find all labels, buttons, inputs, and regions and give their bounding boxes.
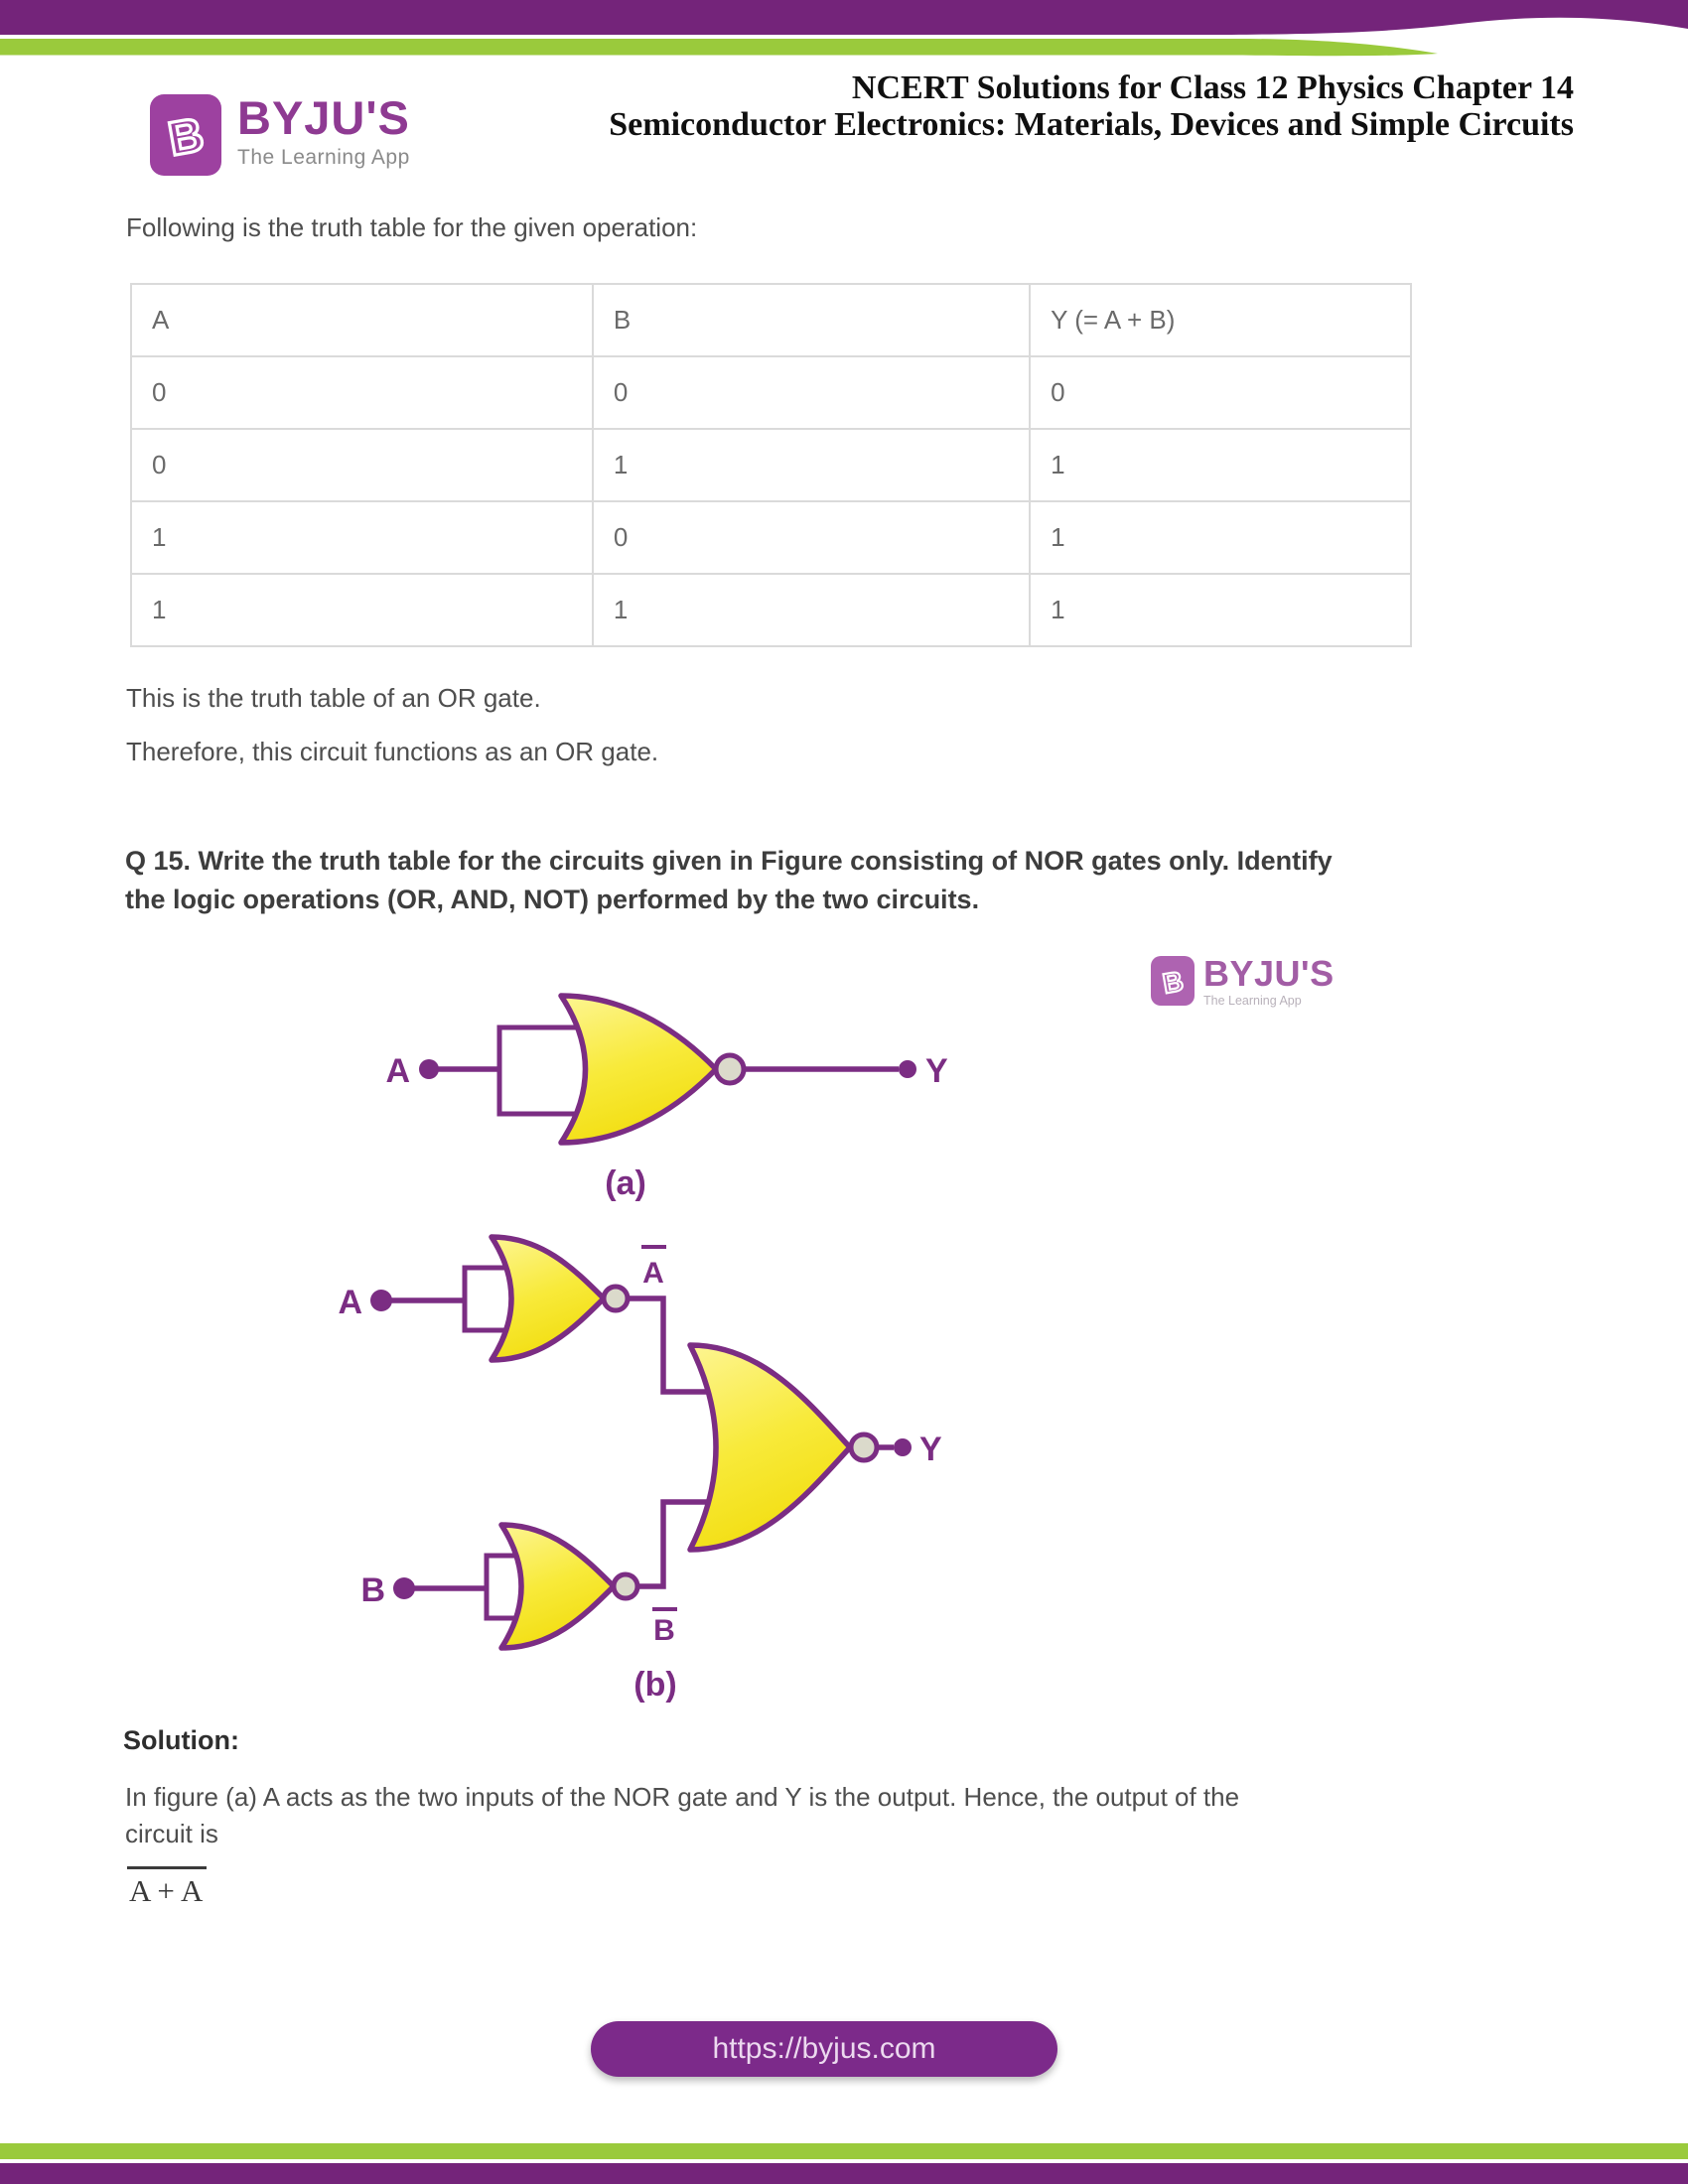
- question-15: [125, 842, 1333, 919]
- green-bar: [0, 39, 1438, 56]
- input-terminal-dot: [393, 1577, 415, 1599]
- caption-a: (a): [605, 1164, 646, 1202]
- svg-text:B: B: [164, 108, 209, 167]
- input-a-label: A: [385, 1052, 410, 1090]
- nor-circuits-figure: [278, 953, 973, 1727]
- byjus-link-button[interactable]: [591, 2021, 1057, 2077]
- byjus-link-label: https://byjus.com: [712, 2032, 936, 2065]
- title-line-2: Semiconductor Electronics: Materials, Devices and Simple Circuits: [609, 106, 1574, 143]
- input-terminal-dot: [419, 1059, 439, 1079]
- truth-table: [130, 283, 1412, 647]
- table-row: [131, 574, 1411, 646]
- or-gate-note: This is the truth table of an OR gate.: [126, 683, 541, 713]
- not-a-label: A: [642, 1257, 664, 1290]
- cell: 1: [1030, 574, 1411, 646]
- byjus-badge-icon: [1150, 955, 1196, 1007]
- inversion-bubble: [716, 1055, 744, 1083]
- cell: 1: [593, 574, 1030, 646]
- truth-table-header-row: [131, 284, 1411, 356]
- output-y-label: Y: [919, 1431, 942, 1468]
- footer-purple-bar: [0, 2163, 1688, 2184]
- byjus-badge-icon: [149, 93, 222, 177]
- solution-line-1: In figure (a) A acts as the two inputs of the NOR gate and Y is the output. Hence, the output of the: [125, 1782, 1240, 1812]
- inversion-bubble: [604, 1287, 628, 1310]
- title-line-1: NCERT Solutions for Class 12 Physics Chapter 14: [851, 69, 1574, 106]
- caption-b: (b): [633, 1666, 677, 1704]
- footer-green-bar: [0, 2143, 1688, 2159]
- input-b-label: B: [360, 1571, 385, 1609]
- cell: 0: [593, 356, 1030, 429]
- not-b-label: B: [653, 1614, 675, 1647]
- watermark-tagline: The Learning App: [1203, 994, 1302, 1008]
- cell: 1: [1030, 429, 1411, 501]
- byjus-watermark: [1150, 955, 1335, 1008]
- question-line-1: Q 15. Write the truth table for the circuits given in Figure consisting of NOR gates only. Identify: [125, 846, 1333, 876]
- nor-gate-b3: [690, 1345, 850, 1550]
- inversion-bubble: [851, 1434, 877, 1460]
- cell: 0: [593, 501, 1030, 574]
- cell: 0: [1030, 356, 1411, 429]
- table-row: [131, 429, 1411, 501]
- header-swoosh: [0, 0, 1688, 60]
- input-terminal-dot: [370, 1290, 392, 1311]
- purple-bar: [0, 0, 1688, 35]
- output-terminal-dot: [894, 1438, 912, 1456]
- cell: 1: [131, 501, 593, 574]
- nor-gate-a: [561, 996, 716, 1143]
- svg-text:B: B: [1160, 965, 1186, 1000]
- input-a-label: A: [338, 1284, 362, 1321]
- header-cell-y: Y (= A + B): [1030, 284, 1411, 356]
- table-row: [131, 356, 1411, 429]
- inversion-bubble: [614, 1574, 637, 1598]
- or-gate-conclusion: Therefore, this circuit functions as an OR gate.: [126, 737, 659, 766]
- cell: 1: [1030, 501, 1411, 574]
- cell: 0: [131, 356, 593, 429]
- page-title: [496, 69, 1574, 143]
- output-terminal-dot: [899, 1060, 916, 1078]
- watermark-wordmark: BYJU'S: [1203, 953, 1335, 994]
- cell: 0: [131, 429, 593, 501]
- output-y-label: Y: [925, 1052, 948, 1090]
- formula-a-plus-a: [127, 1866, 207, 1909]
- cell: 1: [131, 574, 593, 646]
- overline-expression: A + A: [127, 1866, 207, 1909]
- cell: 1: [593, 429, 1030, 501]
- solution-heading: Solution:: [123, 1725, 239, 1755]
- byjus-logo: [149, 93, 410, 177]
- intro-text: Following is the truth table for the given operation:: [126, 212, 698, 242]
- table-row: [131, 501, 1411, 574]
- logo-tagline: The Learning App: [237, 146, 410, 169]
- solution-line-2: circuit is: [125, 1819, 218, 1848]
- header-cell-a: A: [131, 284, 593, 356]
- logo-wordmark: BYJU'S: [237, 91, 410, 144]
- question-line-2: the logic operations (OR, AND, NOT) performed by the two circuits.: [125, 885, 980, 914]
- header-cell-b: B: [593, 284, 1030, 356]
- solution-paragraph: [125, 1779, 1239, 1852]
